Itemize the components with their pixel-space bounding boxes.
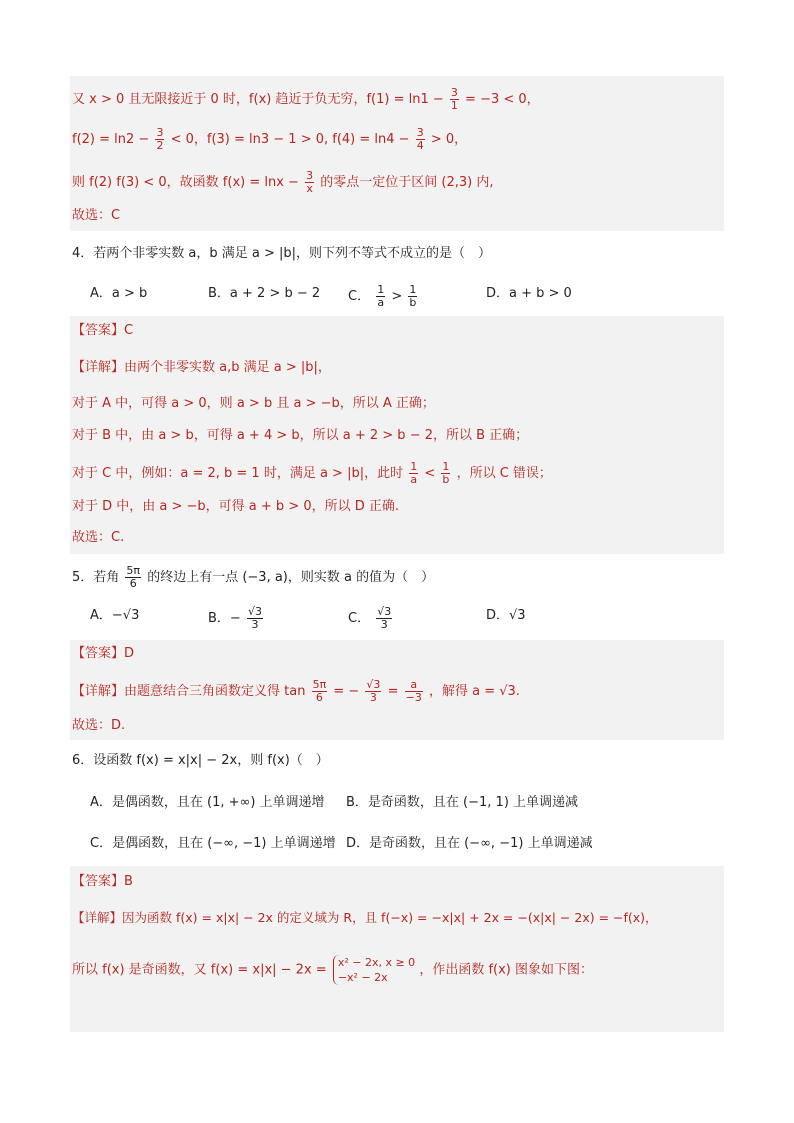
fraction-numerator: √3 <box>247 605 262 618</box>
text-run: 的零点一定位于区间 (2,3) 内, <box>320 175 494 190</box>
piecewise-case: −x² − 2x <box>337 971 388 984</box>
detail-line <box>72 908 658 928</box>
text-run: 则 f(2) f(3) < 0，故函数 f(x) = lnx − <box>72 175 299 190</box>
text-run: 因为函数 f(x) = x|x| − 2x 的定义域为 R，且 f(−x) = −x|x| + 2x = −(x|x| − 2x) = −f(x)， <box>122 910 658 925</box>
text-run: = <box>387 684 399 699</box>
q4-option-c <box>348 284 419 309</box>
fraction-numerator: 3 <box>416 126 424 139</box>
text-run: 由两个非零实数 a,b 满足 a > |b|， <box>124 360 331 375</box>
fraction <box>376 606 392 631</box>
solution-line <box>72 127 467 152</box>
operator: < <box>424 466 436 481</box>
fraction-numerator: 3 <box>306 169 314 182</box>
fraction <box>409 461 418 486</box>
text-run: ，所以 C 错误； <box>456 466 552 481</box>
detail-line: 故选：D. <box>72 718 126 733</box>
answer-line <box>72 872 133 892</box>
q6-option-b: B．是奇函数，且在 (−1, 1) 上单调递减 <box>346 795 579 810</box>
fraction-denominator: 6 <box>315 691 323 704</box>
fraction <box>376 284 385 309</box>
detail-line <box>72 955 593 985</box>
fraction-numerator: 1 <box>377 283 385 296</box>
fraction-denominator: x <box>306 182 313 195</box>
detail-line <box>72 461 552 486</box>
fraction <box>450 87 459 112</box>
fraction <box>408 284 417 309</box>
option-label: B．− <box>208 611 241 626</box>
q4-option-d: D．a + b > 0 <box>486 286 572 301</box>
text-run: 对于 C 中，例如：a = 2, b = 1 时，满足 a > |b|，此时 <box>72 466 404 481</box>
fraction <box>312 679 328 704</box>
answer-value: B <box>124 874 133 889</box>
text-run: = − <box>333 684 360 699</box>
text-run: 5．若角 <box>72 570 120 585</box>
q4-option-b: B．a + 2 > b − 2 <box>208 286 321 301</box>
q5-option-c <box>348 606 394 631</box>
q6-option-a: A．是偶函数，且在 (1, +∞) 上单调递增 <box>90 795 325 810</box>
fraction-numerator: √3 <box>366 678 381 691</box>
fraction-denominator: 6 <box>129 577 137 590</box>
fraction <box>305 170 314 195</box>
text-run: = −3 < 0， <box>465 92 540 107</box>
fraction-numerator: 5π <box>312 678 327 691</box>
fraction <box>247 606 263 631</box>
answer-value: C <box>124 323 134 338</box>
option-label: C． <box>348 611 371 626</box>
fraction-numerator: 1 <box>410 460 418 473</box>
q5-option-b <box>208 606 265 631</box>
text-run: < 0，f(3) = ln3 − 1 > 0, f(4) = ln4 − <box>170 132 410 147</box>
solution-line: 故选：C <box>72 208 121 223</box>
fraction <box>416 127 425 152</box>
fraction <box>365 679 381 704</box>
text-run: > 0， <box>430 132 468 147</box>
fraction <box>125 565 141 590</box>
q6-option-c: C．是偶函数，且在 (−∞, −1) 上单调递增 <box>90 836 336 851</box>
detail-tag: 【详解】 <box>72 684 125 699</box>
detail-line: 故选：C. <box>72 530 125 545</box>
fraction-denominator: 1 <box>450 99 458 112</box>
fraction-denominator: 2 <box>156 139 164 152</box>
text-run: ，作出函数 f(x) 图象如下图： <box>419 962 594 978</box>
answer-tag: 【答案】 <box>72 874 125 889</box>
answer-tag: 【答案】 <box>72 646 125 661</box>
question-4-stem: 4．若两个非零实数 a，b 满足 a > |b|，则下列不等式不成立的是（ ） <box>72 246 492 261</box>
question-5-stem <box>72 565 434 590</box>
fraction <box>155 127 164 152</box>
fraction-numerator: 3 <box>156 126 164 139</box>
q5-option-d: D．√3 <box>486 608 526 623</box>
piecewise-brace <box>333 955 415 985</box>
fraction-numerator: 1 <box>442 460 450 473</box>
detail-line: 对于 A 中，可得 a > 0，则 a > b 且 a > −b，所以 A 正确； <box>72 396 435 411</box>
option-label: C． <box>348 289 371 304</box>
solution-line <box>72 170 493 195</box>
answer-value: D <box>124 646 135 661</box>
piecewise-case: x² − 2x, x ≥ 0 <box>337 956 416 969</box>
operator: > <box>391 289 403 304</box>
fraction-numerator: a <box>405 679 423 692</box>
fraction-denominator: 3 <box>251 618 259 631</box>
q4-option-a: A．a > b <box>90 286 148 301</box>
fraction-denominator: −3 <box>405 691 422 704</box>
text-run: 又 x > 0 且无限接近于 0 时，f(x) 趋近于负无穷，f(1) = ln1 − <box>72 92 444 107</box>
fraction-denominator: 3 <box>380 618 388 631</box>
fraction-numerator: √3 <box>377 605 392 618</box>
answer-line <box>72 644 134 664</box>
fraction-denominator: 3 <box>369 691 377 704</box>
fraction-numerator: 3 <box>450 86 458 99</box>
q6-option-d: D．是奇函数，且在 (−∞, −1) 上单调递减 <box>346 836 593 851</box>
fraction-denominator: b <box>442 473 450 486</box>
fraction-denominator: a <box>410 473 418 486</box>
detail-tag: 【详解】 <box>72 360 125 375</box>
fraction-denominator: a <box>377 296 385 309</box>
fraction-numerator: 1 <box>409 283 417 296</box>
text-run: ，解得 a = √3. <box>428 684 520 699</box>
fraction-denominator: b <box>409 296 417 309</box>
fraction-denominator: 4 <box>416 139 424 152</box>
text-run: 由题意结合三角函数定义得 tan <box>124 684 306 699</box>
detail-line <box>72 358 331 378</box>
fraction <box>441 461 450 486</box>
detail-line: 对于 B 中，由 a > b，可得 a + 4 > b，所以 a + 2 > b − 2，所以 B 正确； <box>72 428 529 443</box>
text-run: 所以 f(x) 是奇函数，又 f(x) = x|x| − 2x = <box>72 962 327 978</box>
fraction <box>405 679 423 704</box>
solution-line <box>72 87 540 112</box>
detail-tag: 【详解】 <box>72 910 123 925</box>
answer-tag: 【答案】 <box>72 323 125 338</box>
fraction-numerator: 5π <box>126 564 141 577</box>
solution-block-shade <box>70 866 724 1032</box>
detail-line: 对于 D 中，由 a > −b，可得 a + b > 0，所以 D 正确. <box>72 499 400 514</box>
detail-line <box>72 679 520 704</box>
text-run: 的终边上有一点 (−3, a)，则实数 a 的值为（ ） <box>147 570 435 585</box>
text-run: f(2) = ln2 − <box>72 132 150 147</box>
q5-option-a: A．−√3 <box>90 608 140 623</box>
question-6-stem: 6．设函数 f(x) = x|x| − 2x，则 f(x)（ ） <box>72 753 329 768</box>
answer-line <box>72 321 133 341</box>
